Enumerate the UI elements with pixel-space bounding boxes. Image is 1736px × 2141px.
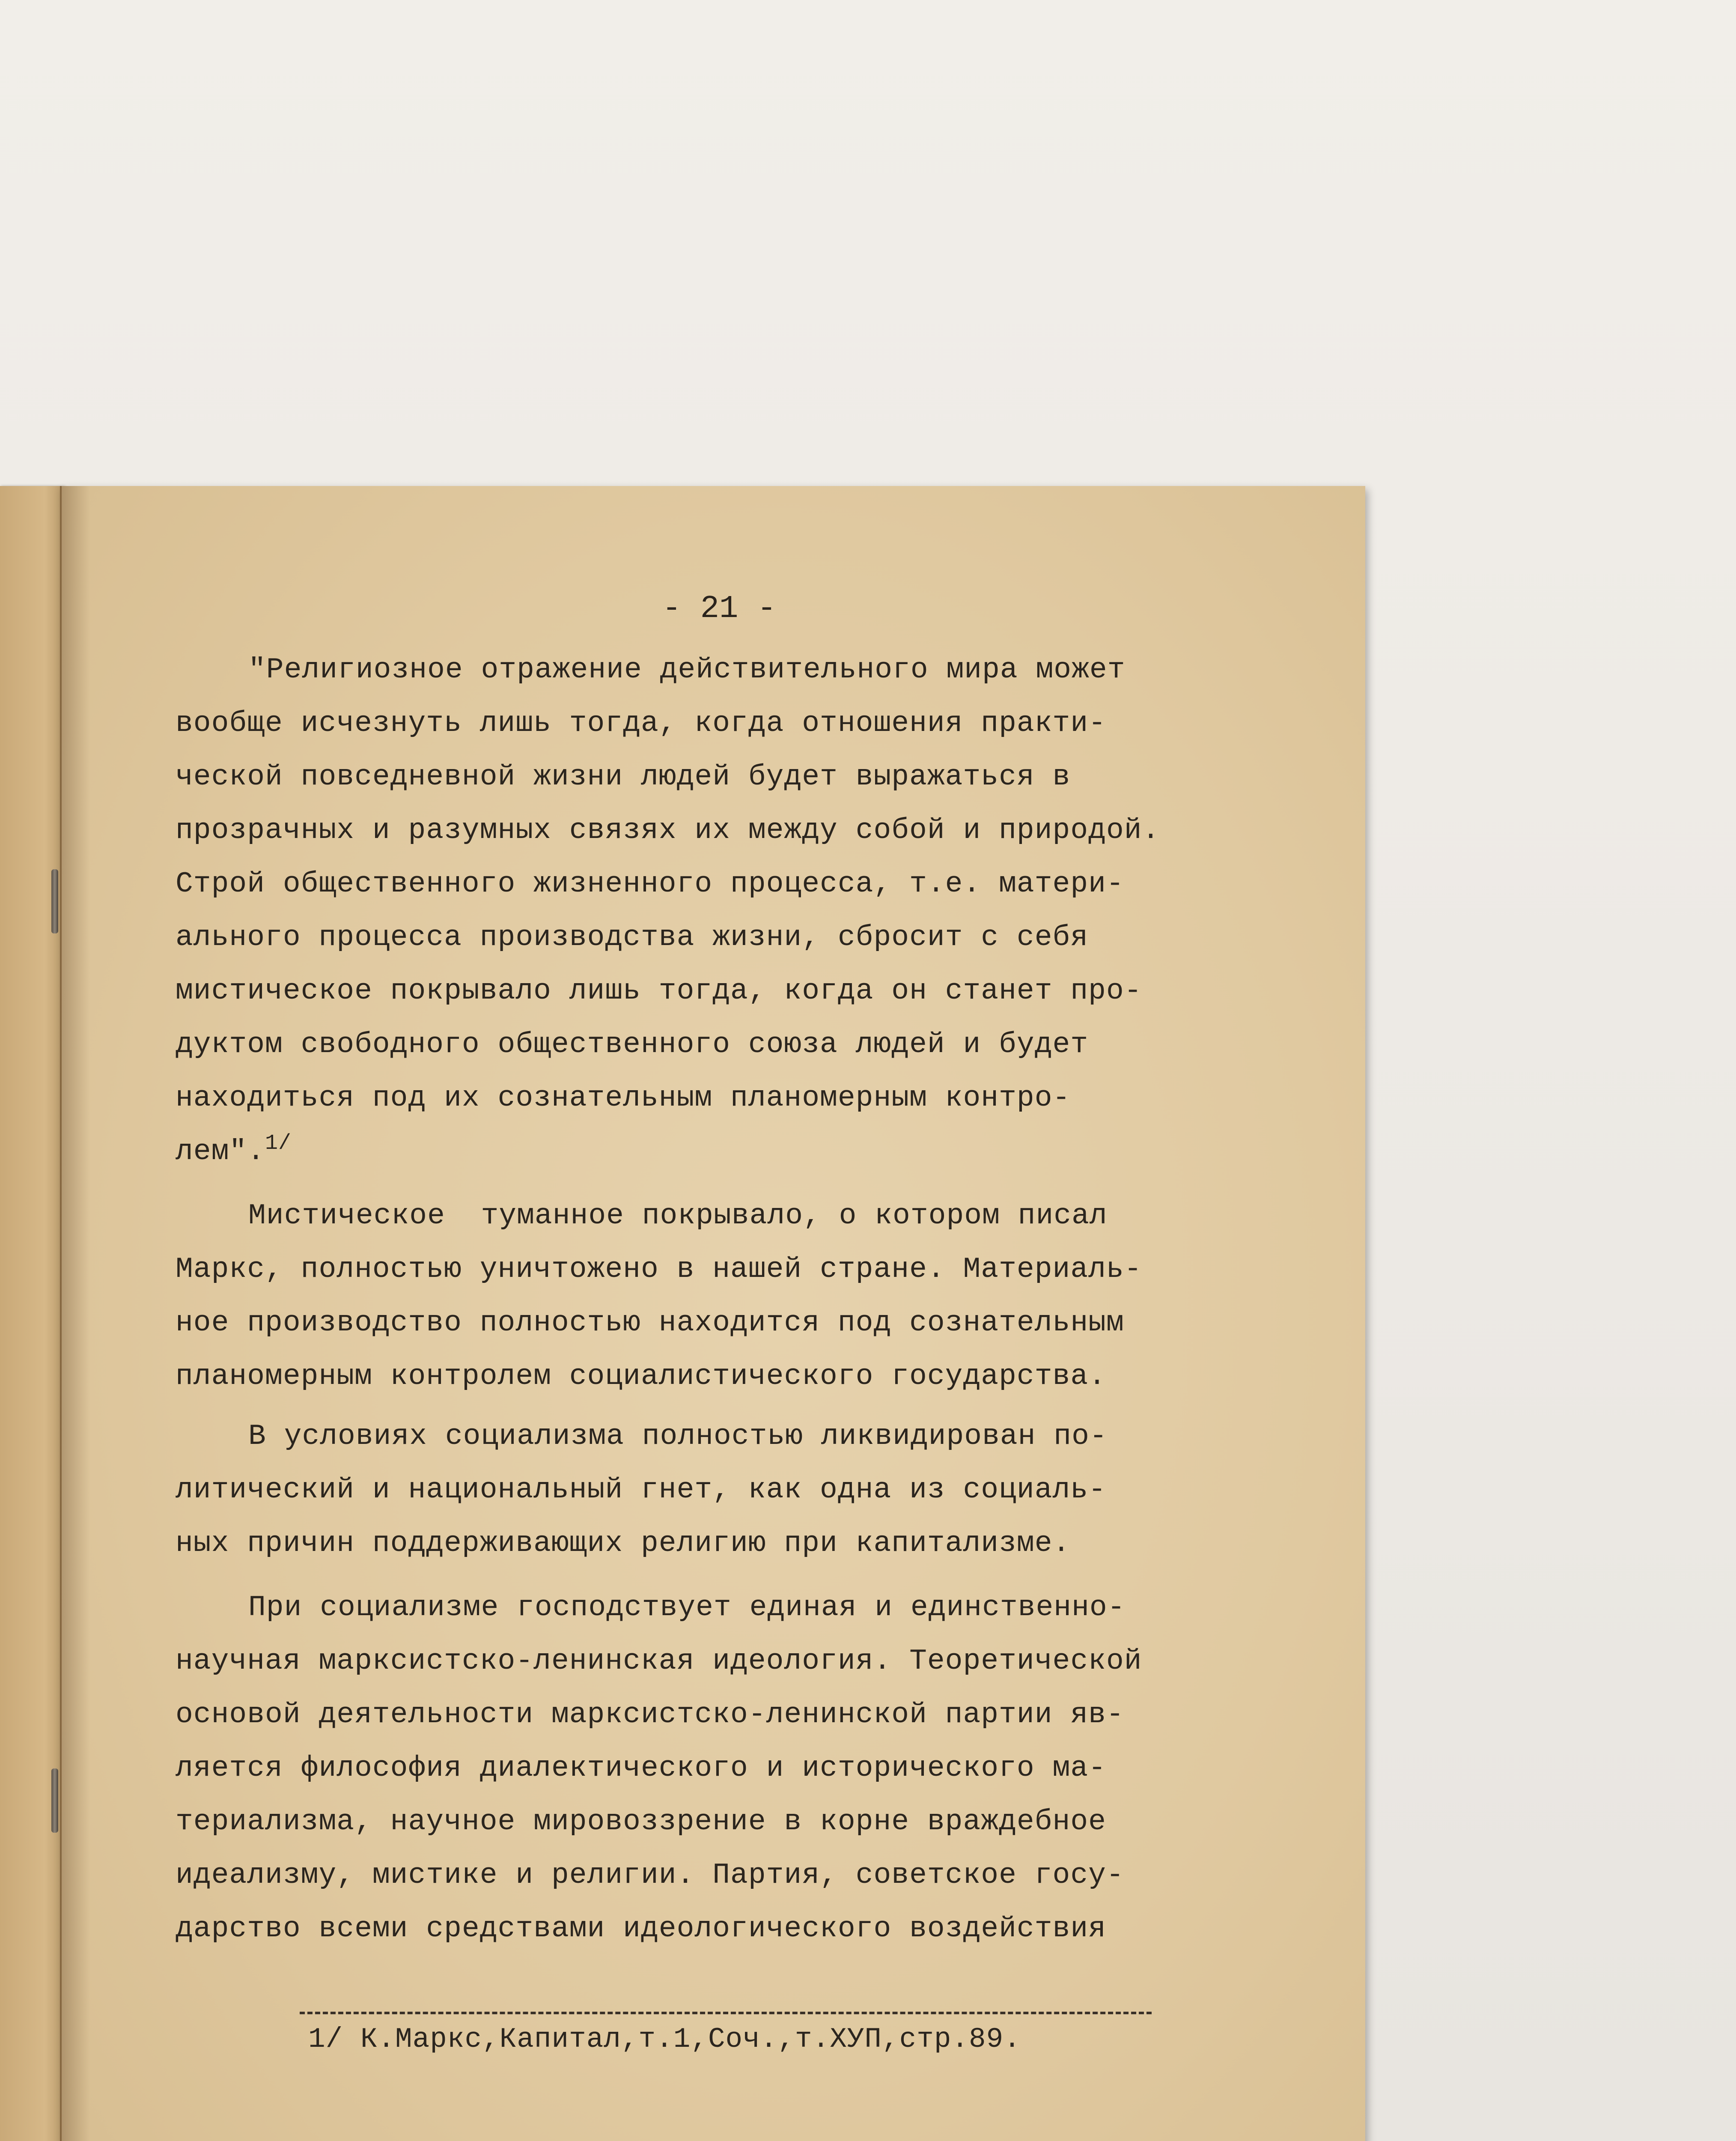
text-line: идеализму, мистике и религии. Партия, советское госу- <box>176 1859 1124 1892</box>
text-line: ное производство полностью находится под сознательным <box>176 1306 1124 1339</box>
text-line: "Религиозное отражение действительного мира может <box>248 653 1126 686</box>
text-line: Мистическое туманное покрывало, о котором писал <box>248 1199 1108 1232</box>
text-line: ляется философия диалектического и исторического ма- <box>176 1752 1106 1785</box>
text-line: научная марксистско-ленинская идеология. Теоретической <box>176 1645 1142 1678</box>
staple-icon <box>51 1768 58 1833</box>
gutter-shadow <box>60 486 90 2141</box>
text-line: дарство всеми средствами идеологического воздействия <box>176 1912 1106 1945</box>
staple-icon <box>51 869 58 933</box>
text-line <box>176 1130 292 1173</box>
text-line: ных причин поддерживающих религию при капитализме. <box>176 1527 1071 1560</box>
text-line: основой деятельности марксистско-ленинской партии яв- <box>176 1698 1124 1731</box>
text-line: ального процесса производства жизни, сбросит с себя <box>176 921 1089 954</box>
text-line: В условиях социализма полностью ликвидирован по- <box>248 1420 1108 1453</box>
text-line: Маркс, полностью уничтожено в нашей стране. Материаль- <box>176 1253 1142 1286</box>
text-line: Строй общественного жизненного процесса, т.е. матери- <box>176 868 1124 901</box>
footnote-separator <box>300 2012 1152 2014</box>
text-line: ческой повседневной жизни людей будет выражаться в <box>176 760 1071 793</box>
text-line: литический и национальный гнет, как одна из социаль- <box>176 1473 1106 1506</box>
text-line: планомерным контролем социалистического государства. <box>176 1360 1106 1393</box>
text-line: прозрачных и разумных связях их между собой и природой. <box>176 814 1160 847</box>
footnote-marker: 1/ <box>265 1131 292 1156</box>
text-line: При социализме господствует единая и единственно- <box>248 1591 1126 1624</box>
text-line: дуктом свободного общественного союза людей и будет <box>176 1028 1089 1061</box>
text-line: териализма, научное мировоззрение в корне враждебное <box>176 1805 1106 1838</box>
footnote: 1/ К.Маркс,Капитал,т.1,Соч.,т.ХУП,стр.89. <box>308 2023 1021 2055</box>
text-line: мистическое покрывало лишь тогда, когда он станет про- <box>176 975 1142 1008</box>
previous-page-edge <box>0 486 64 2141</box>
text-line: находиться под их сознательным планомерным контро- <box>176 1082 1071 1115</box>
text-line: вообще исчезнуть лишь тогда, когда отношения практи- <box>176 707 1106 740</box>
page-number: - 21 - <box>662 591 777 627</box>
text-line-end: лем". <box>176 1135 265 1168</box>
